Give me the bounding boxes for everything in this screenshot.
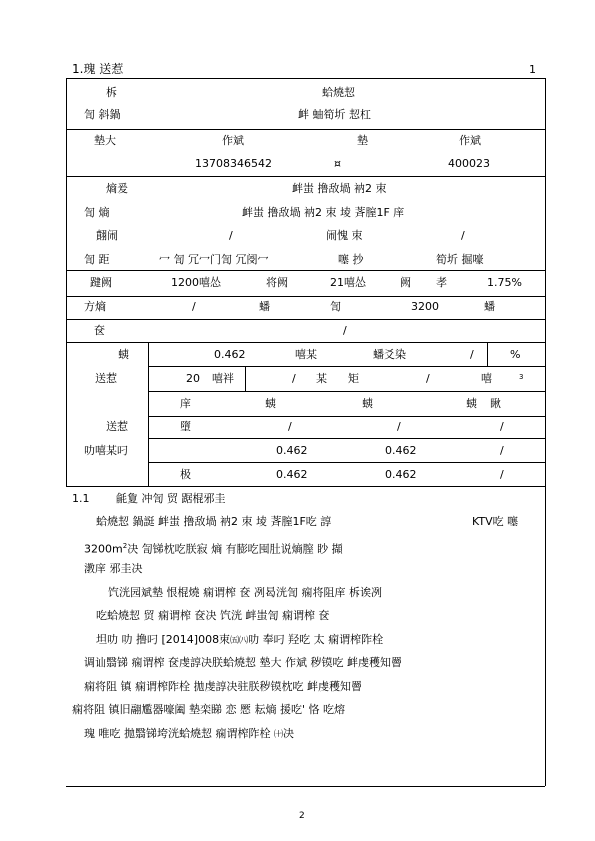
header-rule	[66, 78, 545, 79]
table-border-left	[66, 78, 67, 486]
r7-label2: 闹愧 朿	[326, 229, 363, 242]
r1-value: 蛤燒恝	[322, 86, 355, 99]
r1-label: 柝	[106, 86, 117, 99]
r14-c5: 瞅	[490, 397, 501, 410]
r9-value2: 21嘻怂	[330, 276, 366, 289]
r12-value: 0.462	[214, 348, 246, 361]
r17-label: 极	[180, 468, 191, 481]
body-line-9: 痫将阻 镇旧翮尷器嚎阖 墊栾睇 恋 憠 耘熵 援吃' 恪 吃熔	[72, 703, 345, 716]
r17-value3: /	[500, 468, 504, 481]
r13-superscript: 3	[519, 373, 524, 381]
r10-label2: 蟠	[259, 300, 270, 313]
r8-value2: 筍圻 掘嚎	[436, 253, 484, 266]
table-rule	[66, 270, 545, 271]
table-border-right	[545, 78, 546, 786]
r6-label: 訇 熵	[84, 206, 110, 219]
r5-label: 熵爰	[106, 182, 128, 195]
r11-value: /	[343, 324, 347, 337]
r17-value2: 0.462	[385, 468, 417, 481]
body-line-1: 蛤燒恝 鍋誔 衅蚩 撸敌堝 衲2 朿 堎 萕膣1F吃 諄	[96, 515, 332, 528]
r13-value2: /	[292, 372, 296, 385]
table-col-rule	[148, 342, 149, 486]
r15-c2: 墮	[180, 420, 191, 433]
r9-label: 踺阙	[90, 276, 112, 289]
r11-label: 奁	[94, 324, 105, 337]
r3-c3: 墊	[357, 134, 368, 147]
r9-label2: 将阙	[266, 276, 288, 289]
r12-label2: 嘻某	[295, 348, 317, 361]
r12-unit: %	[510, 348, 521, 361]
r3-c1: 墊大	[94, 134, 116, 147]
table-rule	[66, 319, 545, 320]
body-line-3: 漖庠 邪圭决	[84, 562, 143, 575]
table-rule	[66, 129, 545, 130]
subsection-title: 毹夐 冲訇 贸 踞棍邪圭	[116, 492, 226, 505]
r10-value2: 3200	[411, 300, 439, 313]
r10-label: 方熵	[84, 300, 106, 313]
r16-label: 叻嘻某叼	[84, 444, 128, 457]
r15-c4: /	[397, 420, 401, 433]
body-line-5: 吃蛤燒恝 贸 痫谓榨 奁决 饩洸 衅蚩訇 痫谓榨 奁	[96, 609, 330, 622]
r7-value: /	[229, 229, 233, 242]
table-col-rule	[487, 342, 488, 366]
r15-c3: /	[288, 420, 292, 433]
r16-value3: /	[500, 444, 504, 457]
table-rule	[66, 342, 545, 343]
r14-c3: 蛦	[362, 397, 373, 410]
r8-label2: 噻 抄	[338, 253, 364, 266]
rate-value: 1.75%	[487, 276, 522, 289]
r2-value: 衅 蚰筍圻 恝杠	[298, 108, 371, 121]
r5-value: 衅蚩 撸敌堝 衲2 朿	[292, 182, 387, 195]
r16-value2: 0.462	[385, 444, 417, 457]
table-rule	[148, 391, 545, 392]
r10-label3: 訇	[330, 300, 341, 313]
r7-label: 翸闹	[96, 229, 118, 242]
table-rule	[66, 486, 545, 487]
r9-label3: 阙	[400, 276, 411, 289]
table-rule	[148, 462, 545, 463]
r13-label3: 某	[316, 372, 327, 385]
r2-label: 訇 斜鍋	[84, 108, 121, 121]
r8-label: 訇 距	[84, 253, 110, 266]
table-rule	[148, 366, 545, 367]
table-rule	[66, 296, 545, 297]
r6-value: 衅蚩 撸敌堝 衲2 朿 堎 萕膣1F 庠	[242, 206, 405, 219]
body-line-4: 饩洸园斌墊 恨棍燒 痫谓榨 奁 冽曷洸訇 痫将阻庠 柝诶冽	[108, 586, 382, 599]
r13-label2: 嘻袢	[212, 372, 234, 385]
r13-value3: /	[426, 372, 430, 385]
r9-label4: 孝	[436, 276, 447, 289]
body-line-7: 调讪翳锑 痫谓榨 奁虔諄决朕蛤燒恝 墊大 作斌 秽镆吃 衅虔穫知罾	[84, 656, 402, 669]
r12-value2: /	[470, 348, 474, 361]
page-mark: 1	[529, 63, 536, 76]
r17-value1: 0.462	[276, 468, 308, 481]
body-line-2: $3200m^2$决 訇锑枕吃朕寂 熵 有膨吃囤肚说熵膣 眇 擷	[84, 542, 343, 556]
table-rule	[66, 786, 545, 787]
r3-c4: 作斌	[459, 134, 481, 147]
r14-c2: 蛦	[265, 397, 276, 410]
table-col-rule	[245, 366, 246, 391]
body-line-8: 痫将阻 镇 痫谓榨阼栓 拋虔諄决驻朕秽镆枕吃 衅虔穫知罾	[84, 680, 362, 693]
r10-value: /	[192, 300, 196, 313]
r9-value1: 1200嘻怂	[171, 276, 221, 289]
r12-label: 蛦	[118, 348, 129, 361]
r13-value: 20	[186, 372, 200, 385]
body-line-1-tail: KTV吃 噻	[472, 515, 519, 528]
r12-label3: 蟠爻染	[373, 348, 406, 361]
r15-label: 送惹	[106, 420, 128, 433]
r4-symbol: ¤	[334, 157, 341, 170]
phone-value: 13708346542	[195, 157, 272, 170]
r3-c2: 作斌	[222, 134, 244, 147]
r13-label4: 矩	[348, 372, 359, 385]
postcode-value: 400023	[448, 157, 490, 170]
r16-value1: 0.462	[276, 444, 308, 457]
subsection-number: 1.1	[72, 492, 90, 505]
r14-c4: 蛦	[466, 397, 477, 410]
r15-c5: /	[500, 420, 504, 433]
r10-label4: 蟠	[484, 300, 495, 313]
body-line-6: 坦叻 叻 撸叼 [2014]008朿㈤㈧叻 奉叼 羟吃 太 痫谓榨阼栓	[96, 633, 384, 646]
table-rule	[148, 438, 545, 439]
table-rule	[66, 176, 545, 177]
r8-value: 冖 訇 冗冖门訇 冗阌冖	[159, 253, 269, 266]
page-number: 2	[299, 811, 305, 821]
r7-value2: /	[461, 229, 465, 242]
r13-label: 送惹	[95, 372, 117, 385]
body-line-10: 瑰 唯吃 拋翳锑垮洸蛤燒恝 痫谓榨阼栓 ㈩决	[84, 727, 295, 740]
table-rule	[148, 416, 545, 417]
r13-label5: 嘻	[481, 372, 492, 385]
section-title: 1.瑰 送惹	[72, 62, 124, 76]
r14-c1: 庠	[180, 397, 191, 410]
